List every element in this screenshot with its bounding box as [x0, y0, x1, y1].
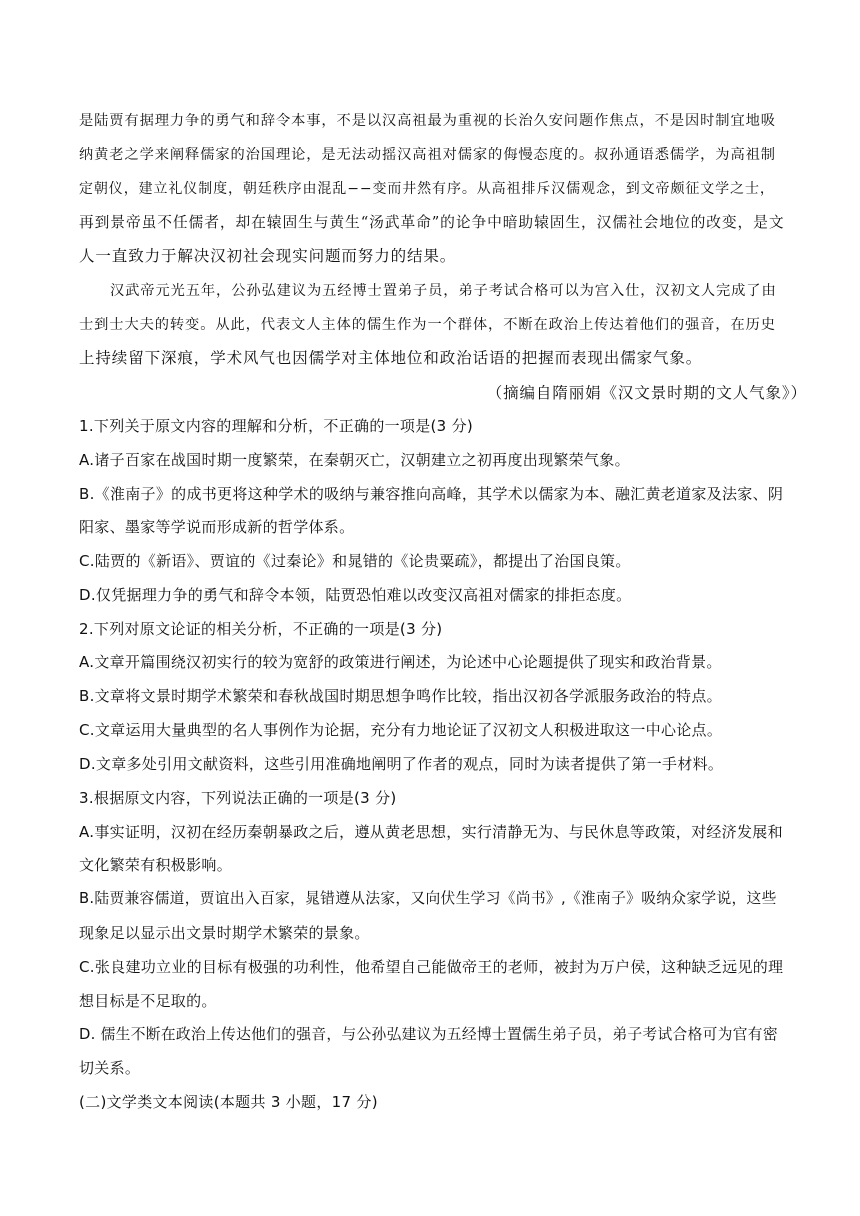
option-b-continued: 阳家、墨家等学说而形成新的哲学体系。 — [79, 518, 355, 536]
option-d: D.仅凭据理力争的勇气和辞令本领，陆贾恐怕难以改变汉高祖对儒家的排拒态度。 — [79, 586, 632, 604]
text-line: 再到景帝虽不任儒者，却在辕固生与黄生“汤武革命”的论争中暗助辕固生，汉儒社会地位的改变，是文 — [79, 214, 785, 231]
option-d: D. 儒生不断在政治上传达他们的强音，与公孙弘建议为五经博士置儒生弟子员，弟子考试合格可为官有密 — [79, 1026, 778, 1043]
text-line: 人一直致力于解决汉初社会现实问题而努力的结果。 — [79, 247, 457, 265]
option-a: A.事实证明，汉初在经历秦朝暴政之后，遵从黄老思想，实行清静无为、与民休息等政策，对经济发展和 — [79, 823, 783, 841]
text-line: 是陆贾有据理力争的勇气和辞令本事，不是以汉高祖最为重视的长治久安问题作焦点，不是因时制宜地吸 — [79, 113, 776, 129]
text-line: 纳黄老之学来阐释儒家的治国理论，是无法动摇汉高祖对儒家的侮慢态度的。叔孙通语悉儒学，为高祖制 — [79, 147, 776, 163]
option-b-continued: 现象足以显示出文景时期学术繁荣的景象。 — [79, 924, 370, 942]
option-a: A.诸子百家在战国时期一度繁荣，在秦朝灭亡，汉朝建立之初再度出现繁荣气象。 — [79, 451, 630, 469]
source-citation: （摘编自隋丽娟《汉文景时期的文人气象》） — [486, 384, 807, 402]
option-b: B.《淮南子》的成书更将这种学术的吸纳与兼容推向高峰，其学术以儒家为本、融汇黄老道家及法家、阴 — [79, 485, 784, 503]
option-c: C.文章运用大量典型的名人事例作为论据，充分有力地论证了汉初文人积极进取这一中心论点。 — [79, 721, 723, 739]
question-stem: 1.下列关于原文内容的理解和分析，不正确的一项是(3 分) — [79, 417, 474, 435]
option-c: C.张良建功立业的目标有极强的功利性，他希望自己能做帝王的老师，被封为万户侯，这种缺乏远见的理 — [79, 958, 784, 976]
question-stem: 3.根据原文内容，下列说法正确的一项是(3 分) — [79, 789, 397, 807]
question-stem: 2.下列对原文论证的相关分析，不正确的一项是(3 分) — [79, 620, 443, 638]
text-line: 汉武帝元光五年，公孙弘建议为五经博士置弟子员，弟子考试合格可以为宫入仕，汉初文人完成了由 — [110, 283, 777, 299]
text-line: 士到士大夫的转变。从此，代表文人主体的儒生作为一个群体，不断在政治上传达着他们的强音，在历史 — [79, 317, 776, 333]
option-b: B.文章将文景时期学术繁荣和春秋战国时期思想争鸣作比较，指出汉初各学派服务政治的特点。 — [79, 687, 722, 705]
option-b: B.陆贾兼容儒道，贾谊出入百家，晁错遵从法家，又向伏生学习《尚书》,《淮南子》吸纳众家学说，这些 — [79, 890, 777, 907]
option-c: C.陆贾的《新语》、贾谊的《过秦论》和晁错的《论贵粟疏》，都提出了治国良策。 — [79, 552, 631, 570]
option-d: D.文章多处引用文献资料，这些引用准确地阐明了作者的观点，同时为读者提供了第一手材料。 — [79, 755, 724, 773]
text-line: 定朝仪，建立礼仪制度，朝廷秩序由混乱−−变而井然有序。从高祖排斥汉儒观念，到文帝颇征文学之士， — [79, 181, 775, 197]
option-d-continued: 切关系。 — [79, 1059, 141, 1077]
option-a: A.文章开篇围绕汉初实行的较为宽舒的政策进行阐述，为论述中心论题提供了现实和政治背景。 — [79, 653, 722, 671]
option-a-continued: 文化繁荣有积极影响。 — [79, 856, 233, 874]
section-heading: (二)文学类文本阅读(本题共 3 小题，17 分) — [79, 1093, 378, 1111]
option-c-continued: 想目标是不足取的。 — [79, 992, 217, 1010]
text-line: 上持续留下深痕，学术风气也因儒学对主体地位和政治话语的把握而表现出儒家气象。 — [79, 349, 703, 367]
